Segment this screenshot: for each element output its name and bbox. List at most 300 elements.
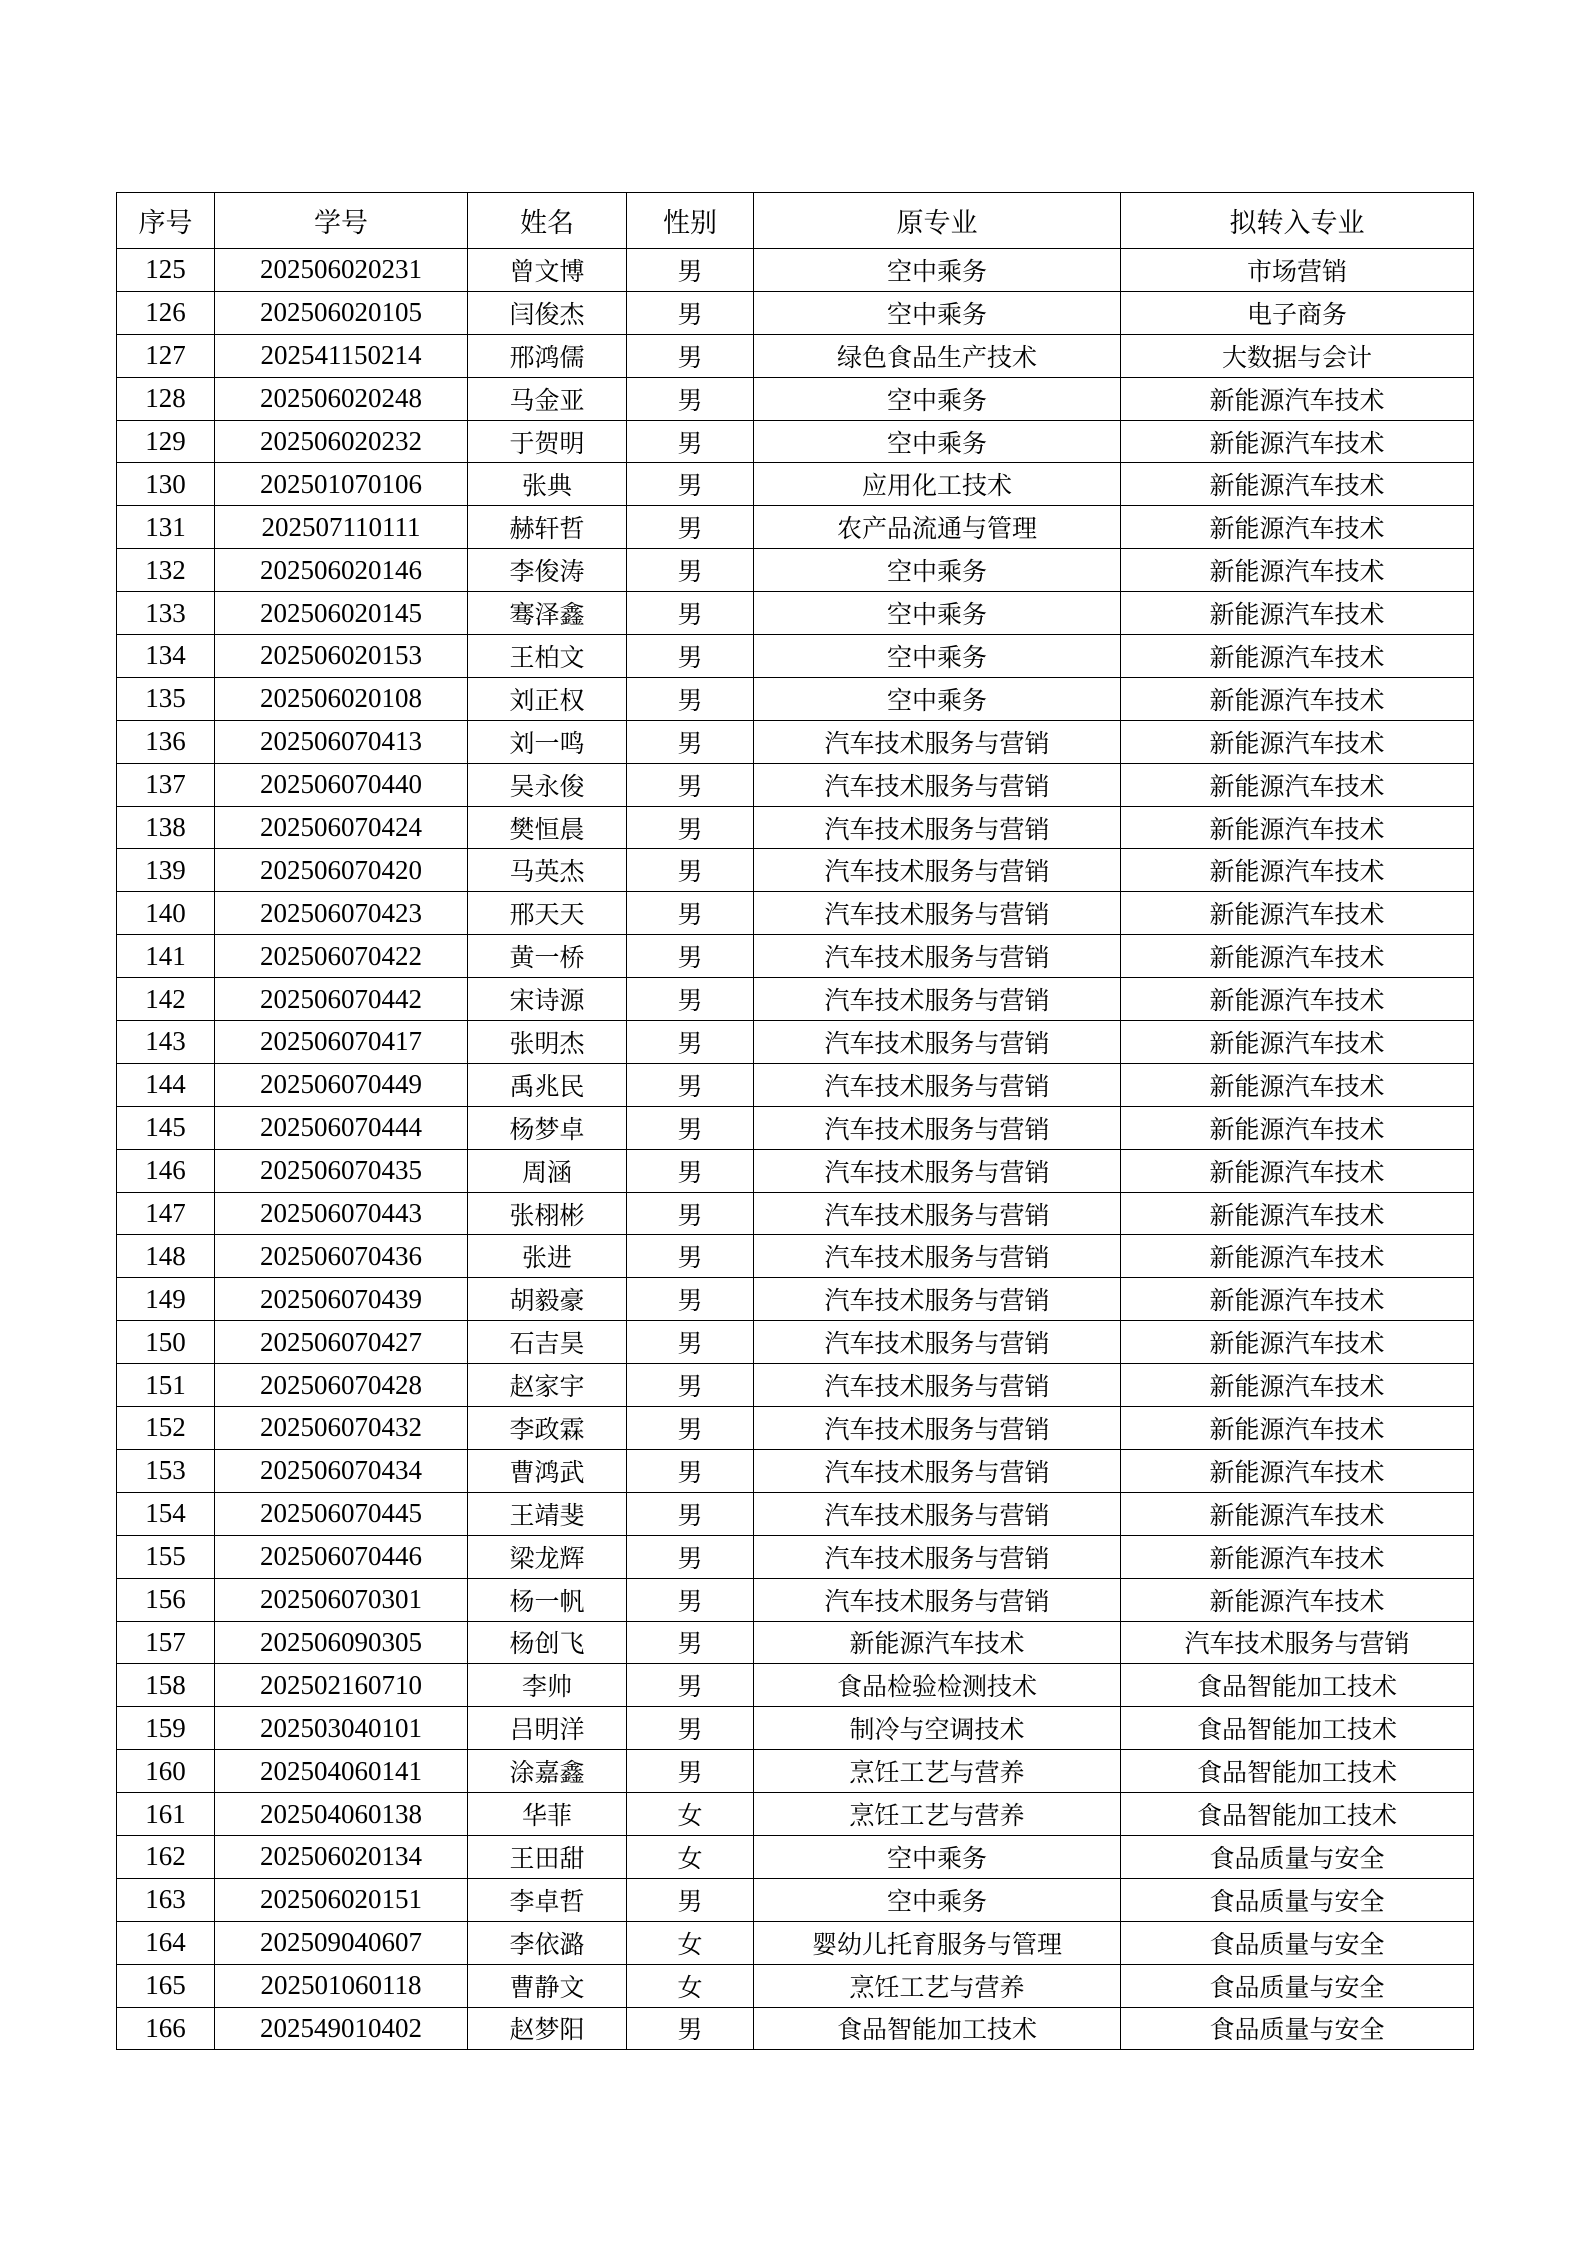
cell-gender: 男 (627, 1535, 754, 1578)
cell-index: 133 (117, 592, 215, 635)
cell-name: 张栩彬 (468, 1192, 627, 1235)
cell-student-id: 202506070442 (215, 978, 468, 1021)
cell-index: 154 (117, 1492, 215, 1535)
cell-name: 王靖斐 (468, 1492, 627, 1535)
cell-index: 155 (117, 1535, 215, 1578)
cell-original-major: 空中乘务 (754, 592, 1121, 635)
cell-index: 156 (117, 1578, 215, 1621)
header-target-major: 拟转入专业 (1121, 193, 1474, 249)
cell-index: 136 (117, 720, 215, 763)
cell-target-major: 新能源汽车技术 (1121, 763, 1474, 806)
cell-student-id: 202506070446 (215, 1535, 468, 1578)
cell-index: 139 (117, 849, 215, 892)
table-row (117, 763, 1474, 806)
cell-name: 吴永俊 (468, 763, 627, 806)
cell-original-major: 汽车技术服务与营销 (754, 1578, 1121, 1621)
table-header-row (117, 193, 1474, 249)
cell-index: 150 (117, 1321, 215, 1364)
cell-gender: 男 (627, 463, 754, 506)
cell-gender: 女 (627, 1921, 754, 1964)
cell-student-id: 202506090305 (215, 1621, 468, 1664)
cell-student-id: 202506020248 (215, 377, 468, 420)
cell-student-id: 202506070417 (215, 1021, 468, 1064)
cell-gender: 男 (627, 377, 754, 420)
cell-target-major: 新能源汽车技术 (1121, 935, 1474, 978)
cell-target-major: 新能源汽车技术 (1121, 849, 1474, 892)
cell-target-major: 汽车技术服务与营销 (1121, 1621, 1474, 1664)
cell-name: 邢鸿儒 (468, 334, 627, 377)
cell-name: 李依潞 (468, 1921, 627, 1964)
cell-student-id: 202506070435 (215, 1149, 468, 1192)
cell-original-major: 空中乘务 (754, 377, 1121, 420)
cell-gender: 女 (627, 1964, 754, 2007)
cell-original-major: 汽车技术服务与营销 (754, 1278, 1121, 1321)
cell-gender: 男 (627, 1149, 754, 1192)
cell-name: 宋诗源 (468, 978, 627, 1021)
cell-target-major: 新能源汽车技术 (1121, 1492, 1474, 1535)
table-row (117, 806, 1474, 849)
cell-gender: 男 (627, 1492, 754, 1535)
table-row (117, 1278, 1474, 1321)
cell-student-id: 202506070439 (215, 1278, 468, 1321)
cell-gender: 男 (627, 420, 754, 463)
cell-index: 165 (117, 1964, 215, 2007)
cell-name: 于贺明 (468, 420, 627, 463)
table-row (117, 291, 1474, 334)
cell-original-major: 农产品流通与管理 (754, 506, 1121, 549)
cell-student-id: 202506070413 (215, 720, 468, 763)
cell-name: 涂嘉鑫 (468, 1750, 627, 1793)
cell-original-major: 汽车技术服务与营销 (754, 1192, 1121, 1235)
cell-gender: 男 (627, 892, 754, 935)
cell-target-major: 食品智能加工技术 (1121, 1707, 1474, 1750)
cell-student-id: 202506070428 (215, 1364, 468, 1407)
cell-gender: 男 (627, 1364, 754, 1407)
header-name: 姓名 (468, 193, 627, 249)
cell-original-major: 空中乘务 (754, 677, 1121, 720)
cell-original-major: 汽车技术服务与营销 (754, 1021, 1121, 1064)
cell-target-major: 新能源汽车技术 (1121, 506, 1474, 549)
cell-original-major: 空中乘务 (754, 635, 1121, 678)
cell-index: 147 (117, 1192, 215, 1235)
cell-name: 张明杰 (468, 1021, 627, 1064)
cell-name: 张进 (468, 1235, 627, 1278)
cell-student-id: 202506020151 (215, 1878, 468, 1921)
cell-original-major: 汽车技术服务与营销 (754, 720, 1121, 763)
cell-gender: 男 (627, 935, 754, 978)
cell-index: 134 (117, 635, 215, 678)
table-body (117, 249, 1474, 2050)
cell-name: 王柏文 (468, 635, 627, 678)
cell-target-major: 食品质量与安全 (1121, 1878, 1474, 1921)
cell-target-major: 食品质量与安全 (1121, 1835, 1474, 1878)
header-original-major: 原专业 (754, 193, 1121, 249)
header-student-id: 学号 (215, 193, 468, 249)
cell-student-id: 202504060138 (215, 1793, 468, 1836)
cell-original-major: 烹饪工艺与营养 (754, 1750, 1121, 1793)
cell-name: 周涵 (468, 1149, 627, 1192)
cell-student-id: 202506020146 (215, 549, 468, 592)
cell-original-major: 食品智能加工技术 (754, 2007, 1121, 2050)
table-row (117, 334, 1474, 377)
cell-name: 李政霖 (468, 1407, 627, 1450)
cell-student-id: 202506020145 (215, 592, 468, 635)
cell-index: 151 (117, 1364, 215, 1407)
cell-gender: 男 (627, 978, 754, 1021)
cell-name: 马金亚 (468, 377, 627, 420)
cell-original-major: 汽车技术服务与营销 (754, 1449, 1121, 1492)
cell-index: 130 (117, 463, 215, 506)
table-row (117, 892, 1474, 935)
cell-index: 161 (117, 1793, 215, 1836)
table-row (117, 1793, 1474, 1836)
table-row (117, 463, 1474, 506)
cell-original-major: 汽车技术服务与营销 (754, 1364, 1121, 1407)
table-row (117, 1449, 1474, 1492)
cell-index: 149 (117, 1278, 215, 1321)
cell-gender: 男 (627, 720, 754, 763)
cell-index: 135 (117, 677, 215, 720)
cell-target-major: 电子商务 (1121, 291, 1474, 334)
cell-original-major: 汽车技术服务与营销 (754, 806, 1121, 849)
cell-original-major: 空中乘务 (754, 291, 1121, 334)
cell-student-id: 202507110111 (215, 506, 468, 549)
cell-target-major: 新能源汽车技术 (1121, 1449, 1474, 1492)
cell-gender: 男 (627, 1235, 754, 1278)
cell-index: 131 (117, 506, 215, 549)
header-index: 序号 (117, 193, 215, 249)
cell-gender: 男 (627, 1321, 754, 1364)
table-row (117, 1021, 1474, 1064)
cell-index: 126 (117, 291, 215, 334)
cell-target-major: 食品智能加工技术 (1121, 1793, 1474, 1836)
cell-name: 赵家宇 (468, 1364, 627, 1407)
cell-target-major: 食品智能加工技术 (1121, 1750, 1474, 1793)
table-row (117, 1321, 1474, 1364)
cell-original-major: 应用化工技术 (754, 463, 1121, 506)
cell-target-major: 新能源汽车技术 (1121, 1278, 1474, 1321)
cell-index: 160 (117, 1750, 215, 1793)
cell-gender: 男 (627, 849, 754, 892)
cell-name: 曾文博 (468, 249, 627, 292)
cell-student-id: 202506070427 (215, 1321, 468, 1364)
cell-index: 153 (117, 1449, 215, 1492)
cell-gender: 男 (627, 763, 754, 806)
cell-student-id: 202506020231 (215, 249, 468, 292)
cell-gender: 男 (627, 806, 754, 849)
cell-original-major: 空中乘务 (754, 549, 1121, 592)
cell-student-id: 202503040101 (215, 1707, 468, 1750)
cell-gender: 男 (627, 334, 754, 377)
cell-target-major: 新能源汽车技术 (1121, 592, 1474, 635)
cell-index: 145 (117, 1106, 215, 1149)
table-row (117, 1878, 1474, 1921)
cell-index: 152 (117, 1407, 215, 1450)
cell-name: 杨一帆 (468, 1578, 627, 1621)
cell-gender: 男 (627, 1578, 754, 1621)
cell-student-id: 202506020153 (215, 635, 468, 678)
cell-student-id: 202509040607 (215, 1921, 468, 1964)
cell-name: 曹鸿武 (468, 1449, 627, 1492)
cell-index: 157 (117, 1621, 215, 1664)
cell-student-id: 202506020232 (215, 420, 468, 463)
table-row (117, 1750, 1474, 1793)
cell-original-major: 空中乘务 (754, 420, 1121, 463)
cell-index: 142 (117, 978, 215, 1021)
cell-name: 赵梦阳 (468, 2007, 627, 2050)
cell-name: 赫轩哲 (468, 506, 627, 549)
cell-target-major: 新能源汽车技术 (1121, 1149, 1474, 1192)
table-row (117, 249, 1474, 292)
cell-target-major: 新能源汽车技术 (1121, 720, 1474, 763)
cell-original-major: 空中乘务 (754, 1878, 1121, 1921)
cell-target-major: 新能源汽车技术 (1121, 1106, 1474, 1149)
cell-student-id: 202506070434 (215, 1449, 468, 1492)
cell-student-id: 202506020105 (215, 291, 468, 334)
cell-index: 163 (117, 1878, 215, 1921)
cell-original-major: 空中乘务 (754, 249, 1121, 292)
cell-student-id: 202506070436 (215, 1235, 468, 1278)
cell-gender: 男 (627, 1278, 754, 1321)
cell-student-id: 202506070445 (215, 1492, 468, 1535)
cell-original-major: 汽车技术服务与营销 (754, 1149, 1121, 1192)
cell-gender: 男 (627, 1063, 754, 1106)
cell-name: 李俊涛 (468, 549, 627, 592)
cell-target-major: 大数据与会计 (1121, 334, 1474, 377)
cell-target-major: 新能源汽车技术 (1121, 1021, 1474, 1064)
table-row (117, 1964, 1474, 2007)
cell-original-major: 空中乘务 (754, 1835, 1121, 1878)
table-row (117, 1835, 1474, 1878)
cell-target-major: 食品质量与安全 (1121, 1921, 1474, 1964)
cell-target-major: 新能源汽车技术 (1121, 549, 1474, 592)
cell-gender: 男 (627, 1707, 754, 1750)
cell-target-major: 新能源汽车技术 (1121, 420, 1474, 463)
cell-original-major: 汽车技术服务与营销 (754, 1106, 1121, 1149)
table-row (117, 1149, 1474, 1192)
cell-index: 125 (117, 249, 215, 292)
table-row (117, 1535, 1474, 1578)
cell-name: 杨创飞 (468, 1621, 627, 1664)
cell-index: 144 (117, 1063, 215, 1106)
cell-original-major: 汽车技术服务与营销 (754, 849, 1121, 892)
cell-index: 148 (117, 1235, 215, 1278)
cell-name: 李帅 (468, 1664, 627, 1707)
cell-student-id: 202506070440 (215, 763, 468, 806)
cell-gender: 男 (627, 1878, 754, 1921)
cell-target-major: 食品质量与安全 (1121, 1964, 1474, 2007)
cell-target-major: 新能源汽车技术 (1121, 1321, 1474, 1364)
cell-student-id: 202549010402 (215, 2007, 468, 2050)
cell-name: 马英杰 (468, 849, 627, 892)
cell-target-major: 食品质量与安全 (1121, 2007, 1474, 2050)
header-gender: 性别 (627, 193, 754, 249)
cell-original-major: 新能源汽车技术 (754, 1621, 1121, 1664)
cell-index: 140 (117, 892, 215, 935)
table-row (117, 1192, 1474, 1235)
cell-index: 129 (117, 420, 215, 463)
cell-original-major: 汽车技术服务与营销 (754, 1407, 1121, 1450)
table-row (117, 1235, 1474, 1278)
table-row (117, 849, 1474, 892)
cell-gender: 男 (627, 506, 754, 549)
cell-student-id: 202506070424 (215, 806, 468, 849)
table-row (117, 1578, 1474, 1621)
cell-student-id: 202541150214 (215, 334, 468, 377)
cell-index: 146 (117, 1149, 215, 1192)
cell-index: 162 (117, 1835, 215, 1878)
cell-name: 张典 (468, 463, 627, 506)
cell-student-id: 202506070444 (215, 1106, 468, 1149)
cell-original-major: 汽车技术服务与营销 (754, 892, 1121, 935)
cell-target-major: 新能源汽车技术 (1121, 806, 1474, 849)
table-row (117, 1921, 1474, 1964)
table-row (117, 2007, 1474, 2050)
cell-name: 刘正权 (468, 677, 627, 720)
cell-target-major: 新能源汽车技术 (1121, 978, 1474, 1021)
cell-name: 石吉昊 (468, 1321, 627, 1364)
cell-target-major: 新能源汽车技术 (1121, 1578, 1474, 1621)
cell-gender: 男 (627, 1407, 754, 1450)
cell-name: 吕明洋 (468, 1707, 627, 1750)
cell-original-major: 汽车技术服务与营销 (754, 978, 1121, 1021)
table-row (117, 1621, 1474, 1664)
cell-gender: 男 (627, 1664, 754, 1707)
cell-original-major: 绿色食品生产技术 (754, 334, 1121, 377)
cell-name: 王田甜 (468, 1835, 627, 1878)
cell-student-id: 202506070449 (215, 1063, 468, 1106)
cell-target-major: 食品智能加工技术 (1121, 1664, 1474, 1707)
cell-index: 128 (117, 377, 215, 420)
cell-target-major: 新能源汽车技术 (1121, 635, 1474, 678)
cell-student-id: 202506070301 (215, 1578, 468, 1621)
cell-student-id: 202502160710 (215, 1664, 468, 1707)
cell-name: 黄一桥 (468, 935, 627, 978)
cell-original-major: 汽车技术服务与营销 (754, 935, 1121, 978)
cell-original-major: 汽车技术服务与营销 (754, 763, 1121, 806)
table-row (117, 420, 1474, 463)
cell-original-major: 食品检验检测技术 (754, 1664, 1121, 1707)
cell-student-id: 202506070443 (215, 1192, 468, 1235)
cell-name: 胡毅豪 (468, 1278, 627, 1321)
cell-original-major: 烹饪工艺与营养 (754, 1964, 1121, 2007)
cell-original-major: 汽车技术服务与营销 (754, 1535, 1121, 1578)
cell-student-id: 202506070422 (215, 935, 468, 978)
cell-original-major: 汽车技术服务与营销 (754, 1235, 1121, 1278)
table-row (117, 549, 1474, 592)
table-row (117, 677, 1474, 720)
cell-index: 143 (117, 1021, 215, 1064)
cell-gender: 男 (627, 1106, 754, 1149)
cell-index: 127 (117, 334, 215, 377)
table-row (117, 1063, 1474, 1106)
cell-index: 137 (117, 763, 215, 806)
cell-original-major: 制冷与空调技术 (754, 1707, 1121, 1750)
cell-target-major: 新能源汽车技术 (1121, 377, 1474, 420)
cell-student-id: 202504060141 (215, 1750, 468, 1793)
cell-name: 邢天天 (468, 892, 627, 935)
cell-target-major: 新能源汽车技术 (1121, 1063, 1474, 1106)
cell-gender: 男 (627, 291, 754, 334)
cell-student-id: 202506070420 (215, 849, 468, 892)
cell-index: 132 (117, 549, 215, 592)
table-row (117, 1707, 1474, 1750)
cell-student-id: 202506020134 (215, 1835, 468, 1878)
cell-original-major: 汽车技术服务与营销 (754, 1492, 1121, 1535)
cell-gender: 男 (627, 1192, 754, 1235)
cell-gender: 男 (627, 635, 754, 678)
cell-name: 刘一鸣 (468, 720, 627, 763)
cell-original-major: 汽车技术服务与营销 (754, 1063, 1121, 1106)
cell-index: 138 (117, 806, 215, 849)
table-row (117, 377, 1474, 420)
cell-student-id: 202506020108 (215, 677, 468, 720)
table-row (117, 506, 1474, 549)
cell-target-major: 新能源汽车技术 (1121, 1535, 1474, 1578)
cell-name: 华菲 (468, 1793, 627, 1836)
cell-gender: 男 (627, 1449, 754, 1492)
table-row (117, 592, 1474, 635)
cell-name: 李卓哲 (468, 1878, 627, 1921)
cell-gender: 女 (627, 1793, 754, 1836)
cell-gender: 女 (627, 1835, 754, 1878)
cell-target-major: 新能源汽车技术 (1121, 892, 1474, 935)
cell-student-id: 202501070106 (215, 463, 468, 506)
cell-target-major: 新能源汽车技术 (1121, 1407, 1474, 1450)
cell-target-major: 新能源汽车技术 (1121, 463, 1474, 506)
table-row (117, 1407, 1474, 1450)
cell-name: 樊恒晨 (468, 806, 627, 849)
cell-target-major: 市场营销 (1121, 249, 1474, 292)
cell-index: 158 (117, 1664, 215, 1707)
table-row (117, 935, 1474, 978)
cell-gender: 男 (627, 1021, 754, 1064)
table-row (117, 635, 1474, 678)
table-row (117, 978, 1474, 1021)
cell-target-major: 新能源汽车技术 (1121, 677, 1474, 720)
cell-name: 梁龙辉 (468, 1535, 627, 1578)
cell-target-major: 新能源汽车技术 (1121, 1364, 1474, 1407)
cell-target-major: 新能源汽车技术 (1121, 1235, 1474, 1278)
table-row (117, 1664, 1474, 1707)
cell-name: 禹兆民 (468, 1063, 627, 1106)
cell-gender: 男 (627, 549, 754, 592)
cell-original-major: 烹饪工艺与营养 (754, 1793, 1121, 1836)
cell-gender: 男 (627, 592, 754, 635)
cell-name: 骞泽鑫 (468, 592, 627, 635)
cell-index: 159 (117, 1707, 215, 1750)
student-transfer-table (116, 192, 1474, 2050)
cell-gender: 男 (627, 677, 754, 720)
cell-name: 曹静文 (468, 1964, 627, 2007)
table-row (117, 720, 1474, 763)
table-row (117, 1106, 1474, 1149)
table-row (117, 1364, 1474, 1407)
cell-target-major: 新能源汽车技术 (1121, 1192, 1474, 1235)
cell-gender: 男 (627, 1750, 754, 1793)
cell-student-id: 202506070432 (215, 1407, 468, 1450)
cell-gender: 男 (627, 1621, 754, 1664)
cell-index: 141 (117, 935, 215, 978)
cell-gender: 男 (627, 2007, 754, 2050)
cell-name: 闫俊杰 (468, 291, 627, 334)
cell-student-id: 202501060118 (215, 1964, 468, 2007)
cell-name: 杨梦卓 (468, 1106, 627, 1149)
cell-original-major: 汽车技术服务与营销 (754, 1321, 1121, 1364)
cell-index: 164 (117, 1921, 215, 1964)
cell-student-id: 202506070423 (215, 892, 468, 935)
table-row (117, 1492, 1474, 1535)
